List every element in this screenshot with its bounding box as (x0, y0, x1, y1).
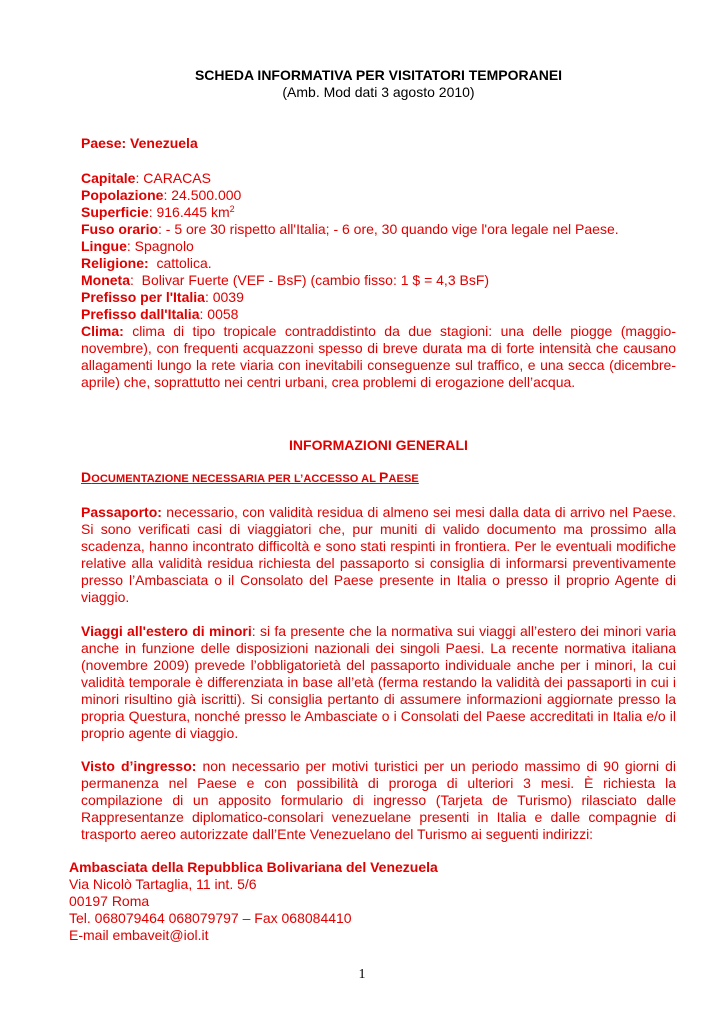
embassy-email: E-mail embaveit@iol.it (69, 927, 209, 943)
country-facts (81, 170, 676, 391)
field-moneta: Moneta: Bolivar Fuerte (VEF - BsF) (cambio fisso: 1 $ = 4,3 BsF) (81, 272, 490, 288)
field-fuso-orario: Fuso orario: - 5 ore 30 rispetto all'Italia; - 6 ore, 30 quando vige l'ora legale nel Paese. (81, 221, 619, 237)
page-title: SCHEDA INFORMATIVA PER VISITATORI TEMPORANEI (194, 67, 563, 83)
embassy-phone: Tel. 068079464 068079797 – Fax 068084410 (69, 910, 352, 926)
visto-paragraph: Visto d’ingresso: non necessario per motivi turistici per un periodo massimo di 90 giorni di permanenza nel Paese e con possibilità di proroga di ulteriori 3 mesi. È richiesta la compilazione di un apposito formulario di ingresso (Tarjeta de Turismo) rilasciato dalle Rappresentanze diplomatico-consolari venezuelane presenti in Italia e dalle compagnie di trasporto aereo autorizzate dall’Ente Venezuelano del Turismo ai seguenti indirizzi: (81, 758, 676, 842)
minori-paragraph: Viaggi all'estero di minori: si fa presente che la normativa sui viaggi all’estero dei minori varia anche in funzione delle disposizioni nazionali dei singoli Paesi. La recente normativa italiana (novembre 2009) prevede l’obbligatorietà del passaporto individuale anche per i minori, la cui validità temporale è differenziata in base all’età (ferma restando la validità dei passaporti in cui i minori risultino già iscritti). Si consiglia pertanto di assumere informazioni aggiornate presso la propria Questura, nonché presso le Ambasciate o i Consolati del Paese accreditati in Italia e/o il proprio agente di viaggio. (81, 623, 676, 741)
embassy-city: 00197 Roma (69, 893, 150, 909)
section-subheading: DOCUMENTAZIONE NECESSARIA PER L’ACCESSO AL PAESE (81, 469, 419, 485)
header (81, 67, 676, 101)
embassy-name: Ambasciata della Repubblica Bolivariana del Venezuela (69, 859, 438, 875)
field-lingue: Lingue: Spagnolo (81, 238, 194, 254)
page-subtitle: (Amb. Mod dati 3 agosto 2010) (282, 84, 475, 100)
section-heading: INFORMAZIONI GENERALI (289, 437, 468, 453)
country-heading: Paese: Venezuela (81, 135, 198, 151)
passaporto-paragraph: Passaporto: necessario, con validità residua di almeno sei mesi dalla data di arrivo nel Paese. Si sono verificati casi di viaggiatori che, pur muniti di valido documento ma prossimo alla scadenza, hanno incontrato difficoltà e sono stati respinti in frontiera. Per le eventuali modifiche relative alla validità residua richiesta del passaporto si consiglia di informarsi preventivamente presso l’Ambasciata o il Consolato del Paese presente in Italia o presso il proprio Agente di viaggio. (81, 504, 676, 605)
field-capitale: Capitale: CARACAS (81, 170, 211, 186)
field-clima: Clima: clima di tipo tropicale contraddistinto da due stagioni: una delle piogge (maggio-novembre), con frequenti acquazzoni spesso di breve durata ma di forte intensità che causano allagamenti lungo la rete viaria con inevitabili conseguenze sul traffico, e una secca (dicembre-aprile) che, soprattutto nei centri urbani, crea problemi di erogazione dell’acqua. (81, 323, 676, 390)
field-prefisso-dall: Prefisso dall'Italia: 0058 (81, 306, 239, 322)
field-popolazione: Popolazione: 24.500.000 (81, 187, 242, 203)
embassy-address (69, 859, 689, 944)
embassy-street: Via Nicolò Tartaglia, 11 int. 5/6 (69, 876, 257, 892)
field-religione: Religione: cattolica. (81, 255, 212, 271)
field-prefisso-per: Prefisso per l'Italia: 0039 (81, 289, 244, 305)
page-number: 1 (358, 967, 366, 982)
field-superficie: Superficie: 916.445 $km^2$ (81, 204, 235, 220)
